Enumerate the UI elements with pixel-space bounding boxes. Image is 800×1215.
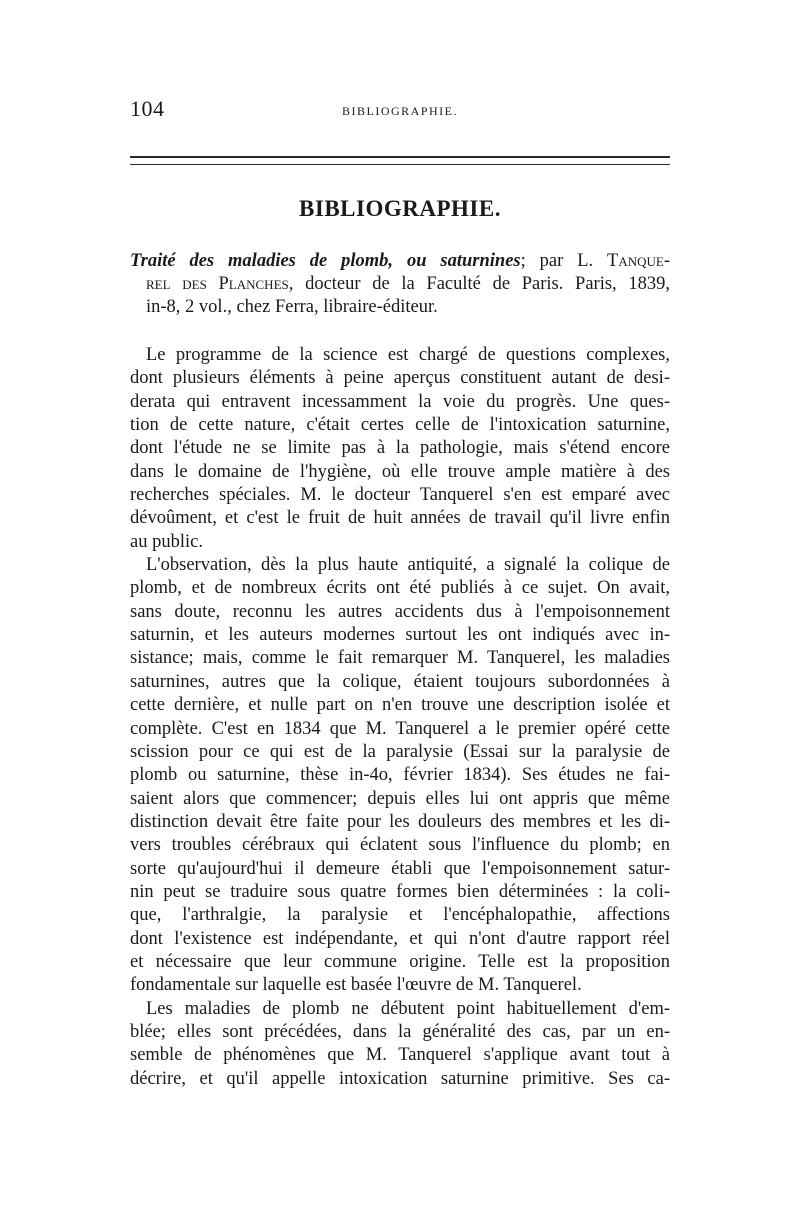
text-line: scission pour ce qui est de la paralysie (Essai sur la paralysie de: [130, 741, 670, 762]
page-number: 104: [130, 96, 165, 121]
text-line: saient alors que commencer; depuis elles lui ont appris que même: [130, 788, 670, 809]
citation-entry: [130, 250, 670, 319]
running-title: BIBLIOGRAPHIE.: [342, 104, 458, 118]
text-line: saturnines, autres que la colique, étaient toujours subordonnées à: [130, 671, 670, 692]
text-line: que, l'arthralgie, la paralysie et l'encéphalopathie, affections: [130, 905, 670, 926]
text-line: au public.: [130, 531, 203, 552]
text-line: décrire, et qu'il appelle intoxication saturnine primitive. Ses ca-: [130, 1068, 670, 1089]
book-title: Traité des maladies de plomb, ou saturnines: [130, 251, 521, 271]
text-line: tion de cette nature, c'était certes celle de l'intoxication saturnine,: [130, 415, 670, 436]
text-line: vers troubles cérébraux qui éclatent sous l'influence du plomb; en: [130, 835, 670, 856]
section-title: BIBLIOGRAPHIE.: [299, 196, 501, 221]
text-line: L'observation, dès la plus haute antiquité, a signalé la colique de: [146, 555, 670, 576]
running-head: [130, 96, 670, 126]
text-line: cette dernière, et nulle part on n'en trouve une description isolée et: [130, 695, 670, 716]
text-line: dévoûment, et c'est le fruit de huit années de travail qu'il livre enfin: [130, 508, 670, 529]
text-line: Le programme de la science est chargé de questions complexes,: [146, 345, 670, 365]
text-line: sorte qu'aujourd'hui il demeure établi que l'empoisonnement satur-: [130, 858, 670, 879]
text-line: sans doute, reconnu les autres accidents dus à l'empoisonnement: [130, 601, 670, 622]
text-line: derata qui entravent incessamment la voie du progrès. Une ques-: [130, 391, 670, 412]
text-line: dont l'étude ne se limite pas à la pathologie, mais s'étend encore: [130, 438, 670, 459]
text-line: Les maladies de plomb ne débutent point habituellement d'em-: [146, 998, 670, 1019]
header-rule: [130, 156, 670, 165]
text-line: saturnin, et les auteurs modernes surtout les ont indiqués avec in-: [130, 625, 670, 646]
text-line: nin peut se traduire sous quatre formes bien déterminées : la coli-: [130, 881, 670, 902]
text-line: plomb, et de nombreux écrits ont été publiés à ce sujet. On avait,: [130, 578, 670, 599]
citation-line-3: in-8, 2 vol., chez Ferra, libraire-éditeur.: [146, 297, 438, 317]
review-body: [130, 344, 670, 1091]
citation-text: , docteur de la Faculté de Paris. Paris, 1839,: [288, 274, 670, 294]
text-line: complète. C'est en 1834 que M. Tanquerel a le premier opéré cette: [130, 718, 670, 739]
text-line: distinction devait être faite pour les douleurs des membres et les di-: [130, 811, 670, 832]
text-line: plomb ou saturnine, thèse in-4o, février 1834). Ses études ne fai-: [130, 765, 670, 786]
author-name: Tanque-: [607, 251, 671, 271]
text-line: fondamentale sur laquelle est basée l'œuvre de M. Tanquerel.: [130, 975, 582, 996]
text-line: dont plusieurs éléments à peine aperçus constituent autant de desi-: [130, 368, 670, 389]
author-name-cont: rel des Planches: [146, 274, 289, 294]
citation-text: ; par L.: [520, 251, 608, 271]
citation-line-1: [130, 250, 670, 273]
text-line: dans le domaine de l'hygiène, où elle trouve ample matière à des: [130, 461, 670, 482]
text-line: dont l'existence est indépendante, et qui n'ont d'autre rapport réel: [130, 928, 670, 949]
text-line: sistance; mais, comme le fait remarquer M. Tanquerel, les maladies: [130, 648, 670, 669]
citation-line-2: [130, 273, 670, 296]
text-line: semble de phénomènes que M. Tanquerel s'applique avant tout à: [130, 1045, 670, 1066]
text-line: blée; elles sont précédées, dans la généralité des cas, par un en-: [130, 1021, 670, 1042]
text-line: recherches spéciales. M. le docteur Tanquerel s'en est emparé avec: [130, 485, 670, 506]
text-line: et nécessaire que leur commune origine. Telle est la proposition: [130, 951, 670, 972]
